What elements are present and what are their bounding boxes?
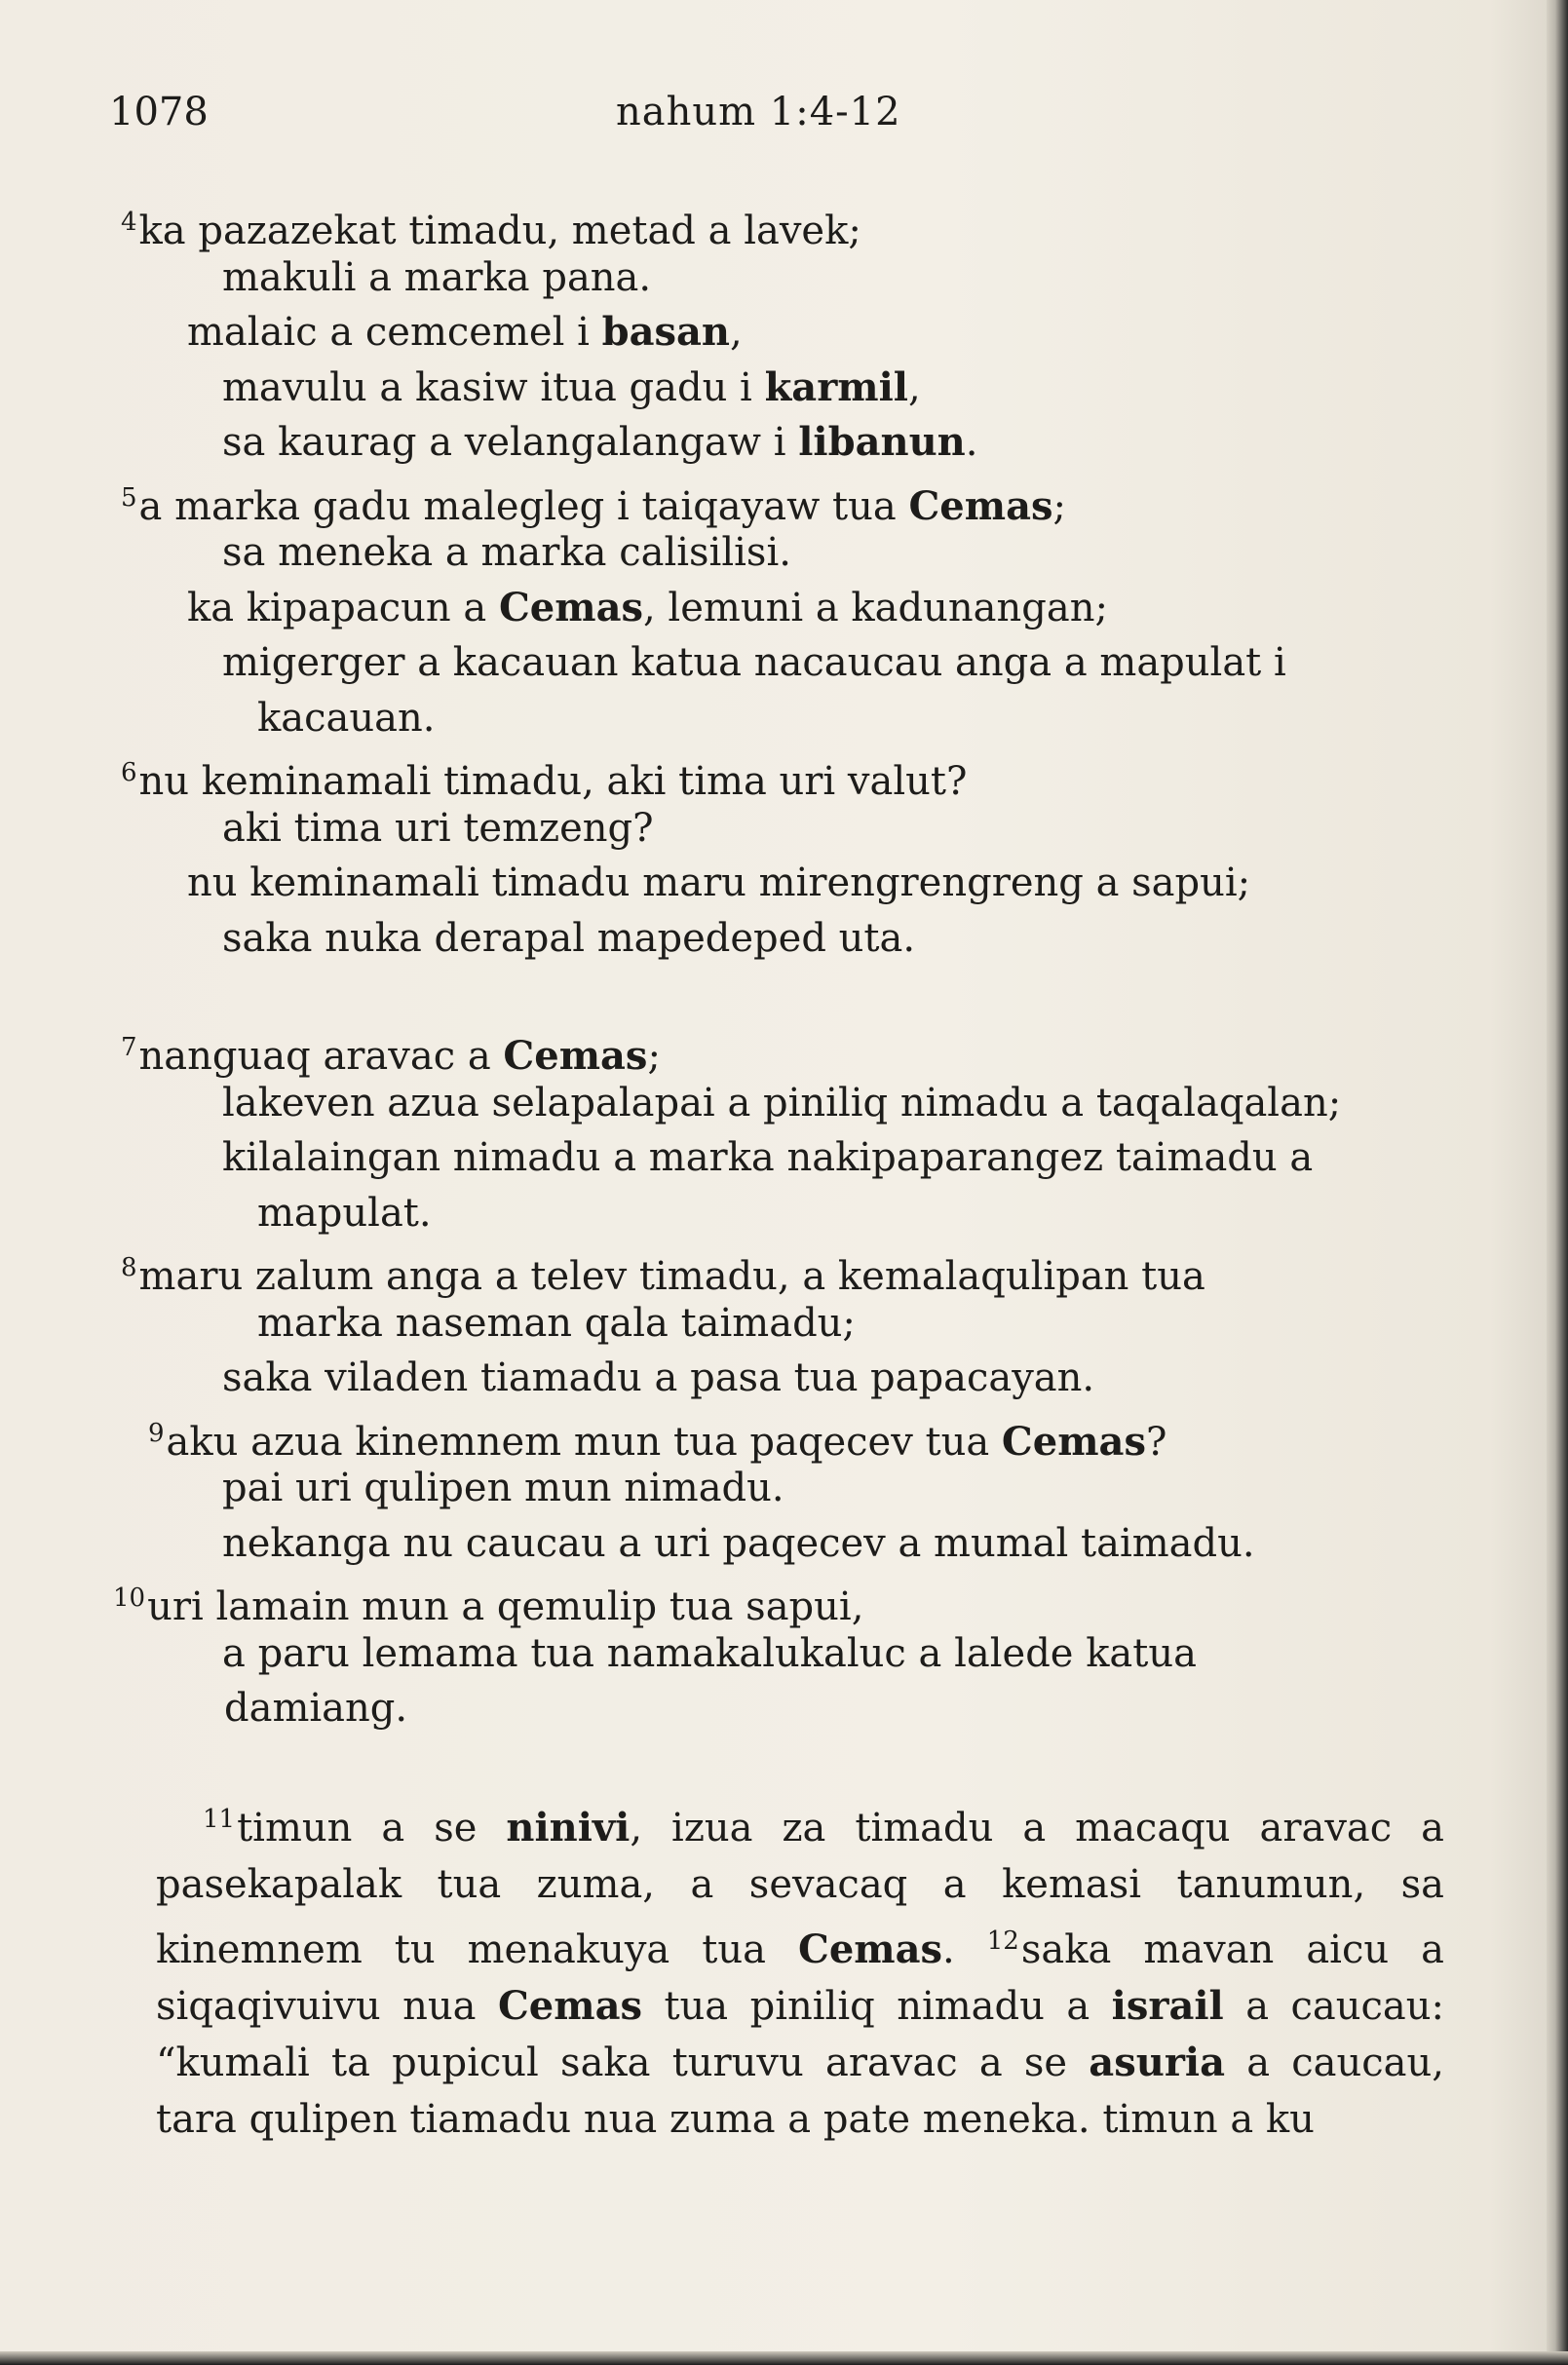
verse-number: 6 (121, 758, 137, 787)
verse-number: 7 (121, 1033, 137, 1062)
verse-number: 10 (113, 1583, 146, 1613)
verse-line: saka nuka derapal mapedeped uta. (222, 915, 916, 961)
running-title: nahum 1:4-12 (616, 90, 901, 134)
verse-line: $^9$aku azua kinemnem mun tua paqecev tua Cemas? (148, 1418, 1167, 1465)
verse-line: nekanga nu caucau a uri paqecev a mumal taimadu. (222, 1520, 1255, 1566)
verse-line: nu keminamali timadu maru mirengrengreng a sapui; (187, 860, 1251, 905)
verse-line: kilalaingan nimadu a marka nakipaparangez taimadu a (222, 1135, 1314, 1180)
verse-line: sa kaurag a velangalangaw i libanun. (222, 419, 978, 465)
verse-number: 11 (203, 1804, 236, 1834)
verse-line: a paru lemama tua namakalukaluc a lalede katua (222, 1630, 1197, 1676)
prose-paragraph: $^{11}$timun a se ninivi, izua za timadu a macaqu aravac a pasekapalak tua zuma, a sevacaq a kemasi tanumun, sa kinemnem tu menakuya tua Cemas. $^{12}$saka mavan aicu a siqaqivuivu nua Cemas tua piniliq nimadu a israil a caucau: “kumali ta pupicul saka turuvu aravac a se asuria a caucau, tara qulipen tiamadu nua zuma a pate meneka. timun a ku (156, 1804, 1445, 2142)
verse-line: $^{10}$uri lamain mun a qemulip tua sapui, (113, 1583, 864, 1629)
verse-line: lakeven azua selapalapai a piniliq nimadu a taqalaqalan; (222, 1080, 1342, 1125)
verse-line: saka viladen tiamadu a pasa tua papacayan. (222, 1355, 1095, 1400)
verse-line: mapulat. (257, 1190, 432, 1236)
page-header (109, 90, 1454, 148)
verse-line: marka naseman qala taimadu; (257, 1300, 856, 1346)
book-spine-edge (1547, 0, 1568, 2365)
verse-line: $^5$a marka gadu malegleg i taiqayaw tua Cemas; (121, 482, 1066, 529)
verse-line: kacauan. (257, 695, 436, 741)
verse-line: makuli a marka pana. (222, 254, 652, 300)
verse-line: ka kipapacun a Cemas, lemuni a kadunangan; (187, 584, 1108, 630)
verse-line: $^6$nu keminamali timadu, aki tima uri valut? (121, 758, 968, 804)
verse-line: malaic a cemcemel i basan, (187, 309, 743, 355)
verse-line: aki tima uri temzeng? (222, 805, 654, 851)
verse-line: $^8$maru zalum anga a telev timadu, a kemalaqulipan tua (121, 1253, 1205, 1299)
scripture-text (109, 195, 1444, 2148)
verse-number: 8 (121, 1253, 137, 1282)
stanza-gap (109, 966, 1444, 1020)
verse-line: damiang. (224, 1686, 408, 1731)
verse-line: $^4$ka pazazekat timadu, metad a lavek; (121, 208, 861, 253)
verse-line: sa meneka a marka calisilisi. (222, 530, 791, 575)
verse-number: 12 (986, 1926, 1019, 1956)
verse-line: pai uri qulipen mun nimadu. (222, 1466, 784, 1510)
stanza-gap (109, 1736, 1444, 1791)
page-number: 1078 (109, 90, 209, 134)
page-bottom-edge (0, 2351, 1568, 2365)
verse-line: mavulu a kasiw itua gadu i karmil, (222, 363, 921, 410)
verse-line: migerger a kacauan katua nacaucau anga a mapulat i (222, 640, 1286, 685)
verse-number: 4 (121, 208, 137, 237)
verse-number: 5 (121, 482, 137, 513)
verse-line: $^7$nanguaq aravac a Cemas; (121, 1033, 661, 1079)
verse-number: 9 (148, 1418, 165, 1448)
